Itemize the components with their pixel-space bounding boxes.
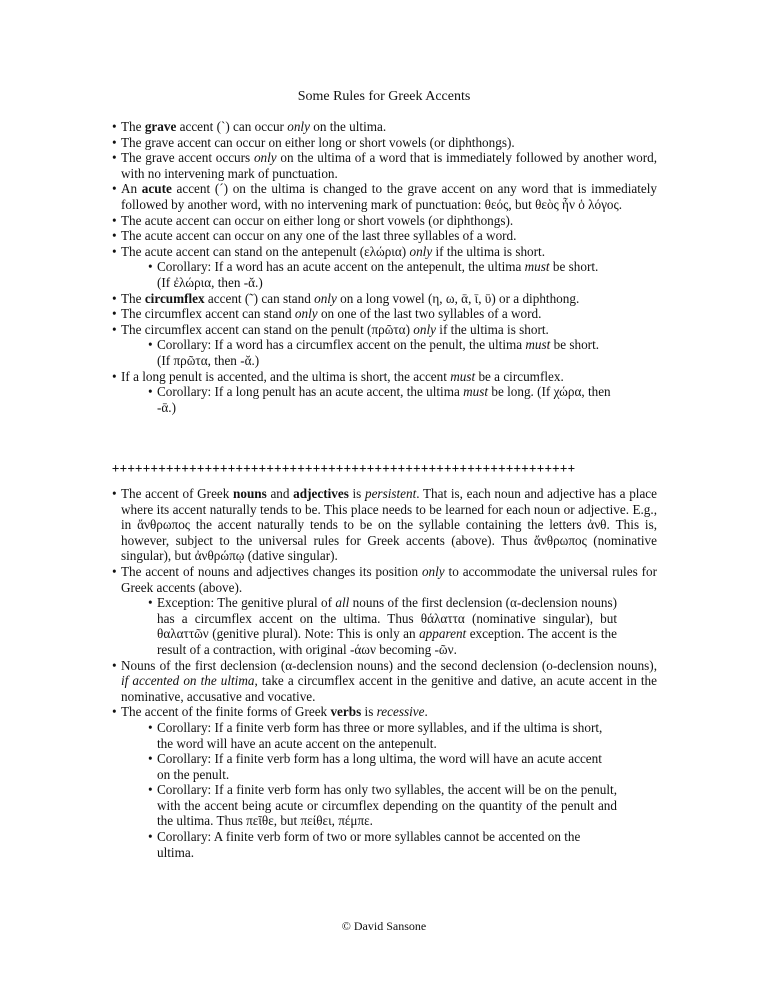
section-separator: ++++++++++++++++++++++++++++++++++++++++++++++++++++++++++++ xyxy=(112,461,576,475)
text-run: The xyxy=(121,119,145,134)
rule-text xyxy=(121,135,657,151)
rule-item xyxy=(112,564,657,595)
text-run: accent (´) on the ultima is changed to the grave accent on any word that is immediately followed by another word, with no intervening mark of punctuation: θεός, but θεὸς ἦν ὁ λόγος. xyxy=(121,181,657,212)
text-run: only xyxy=(421,563,445,579)
bullet-marker: • xyxy=(112,704,117,720)
rule-text xyxy=(121,564,657,595)
text-run: acute xyxy=(141,181,172,197)
text-run: If a long penult is accented, and the ultima is short, the accent xyxy=(121,368,451,384)
text-run: only xyxy=(413,321,436,337)
text-run: The grave accent can occur on either long or short vowels (or diphthongs). xyxy=(121,134,515,150)
rule-text xyxy=(121,369,657,385)
text-run: be a circumflex. xyxy=(475,368,564,384)
rules-section-general xyxy=(112,119,657,415)
bullet-marker: • xyxy=(148,337,153,353)
rule-item xyxy=(112,658,657,705)
text-run: verbs xyxy=(330,704,362,720)
rule-text xyxy=(121,244,657,260)
text-run: recessive xyxy=(376,704,425,720)
text-run: is xyxy=(361,704,377,720)
text-run: nouns xyxy=(233,486,267,501)
rule-text xyxy=(157,782,617,829)
text-run: only xyxy=(294,306,318,322)
text-run: Corollary: If a long penult has an acute accent, the ultima xyxy=(157,384,464,400)
text-run: only xyxy=(253,150,277,166)
text-run: The circumflex accent can stand on the penult (πρῶτα) xyxy=(121,321,414,337)
text-run: An xyxy=(121,181,142,197)
bullet-marker: • xyxy=(148,384,153,400)
text-run: persistent xyxy=(364,486,417,501)
bullet-marker: • xyxy=(112,212,117,228)
text-run: Corollary: If a finite verb form has three or more syllables, and if the ultima is short, the word will have an acute accent on the antepenult. xyxy=(157,719,603,751)
bullet-marker: • xyxy=(112,134,117,150)
rule-item xyxy=(112,486,657,564)
text-run: The acute accent can occur on either long or short vowels (or diphthongs). xyxy=(121,212,514,228)
sub-rule-item xyxy=(148,751,617,782)
bullet-marker: • xyxy=(148,751,153,767)
text-run: apparent xyxy=(419,626,467,642)
footer-copyright: © David Sansone xyxy=(341,919,427,933)
text-run: only xyxy=(409,243,433,259)
text-run: The accent of the finite forms of Greek xyxy=(121,704,331,720)
text-run: The xyxy=(121,290,145,306)
rules-section-nouns-verbs xyxy=(112,486,657,860)
bullet-marker: • xyxy=(148,259,153,275)
rule-text xyxy=(157,384,612,415)
rule-item xyxy=(112,228,657,244)
text-run: Corollary: If a finite verb form has only two syllables, the accent will be on the penult, with the accent being acute or circumflex depending on the quantity of the penult and the ultima. Thus πεῖθε, but πείθει, πέμπε. xyxy=(157,782,617,829)
bullet-marker: • xyxy=(148,829,153,845)
text-run: The acute accent can stand on the antepenult (ελώρια) xyxy=(121,243,410,259)
text-run: The accent of nouns and adjectives changes its position xyxy=(121,563,422,579)
bullet-marker: • xyxy=(148,782,153,798)
sub-rule-item xyxy=(148,829,617,860)
sub-rule-item xyxy=(148,782,617,829)
bullet-marker: • xyxy=(112,150,117,166)
rule-text xyxy=(121,119,657,135)
text-run: if the ultima is short. xyxy=(436,321,549,337)
text-run: on the ultima. xyxy=(309,119,387,134)
text-run: accent (˜) can stand xyxy=(204,290,315,306)
rule-item xyxy=(112,369,657,385)
bullet-marker: • xyxy=(112,368,117,384)
text-run: Corollary: If a word has a circumflex accent on the penult, the ultima xyxy=(157,337,526,353)
rule-text xyxy=(157,337,612,368)
text-run: only xyxy=(314,290,337,306)
text-run: all xyxy=(335,595,350,611)
sub-rule-item xyxy=(148,337,612,368)
rule-text xyxy=(121,704,657,720)
rule-item xyxy=(112,306,657,322)
rule-text xyxy=(121,150,657,181)
text-run: Corollary: If a word has an acute accent on the antepenult, the ultima xyxy=(157,259,525,275)
sub-rule-item xyxy=(148,595,617,657)
text-run: if the ultima is short. xyxy=(432,243,546,259)
text-run: must xyxy=(463,384,489,400)
text-run: grave xyxy=(144,119,177,134)
text-run: The grave accent occurs xyxy=(121,150,254,166)
sub-rule-item xyxy=(148,720,617,751)
rule-text xyxy=(157,829,617,860)
text-run: if accented on the ultima xyxy=(121,673,255,689)
rule-item xyxy=(112,119,657,135)
rule-text xyxy=(121,322,657,338)
text-run: be long. (If χώρα, then -ᾱ.) xyxy=(157,384,611,415)
page-title: Some Rules for Greek Accents xyxy=(297,89,471,104)
bullet-marker: • xyxy=(112,290,117,306)
rule-item xyxy=(112,704,657,720)
text-run: circumflex xyxy=(144,290,205,306)
rule-item xyxy=(112,291,657,307)
bullet-marker: • xyxy=(148,595,153,611)
text-run: be short. (If πρῶτα, then -ᾰ.) xyxy=(157,337,600,368)
text-run: nouns of the first declension (α-declension nouns) has a circumflex accent on the ultima. Thus θάλαττα (nominative singular), but θαλαττῶν (genitive plural). Note: This is only an xyxy=(157,595,617,642)
rule-text xyxy=(121,291,657,307)
bullet-marker: • xyxy=(112,657,117,673)
text-run: to accommodate the universal rules for Greek accents (above). xyxy=(121,563,657,595)
text-run: , take a circumflex accent in the genitive and dative, an acute accent in the nominative, accusative and vocative. xyxy=(121,673,657,704)
rule-text xyxy=(121,658,657,705)
text-run: Exception: The genitive plural of xyxy=(157,595,336,611)
text-run: The accent of Greek xyxy=(121,486,234,501)
text-run: on one of the last two syllables of a word. xyxy=(317,306,542,322)
rule-text xyxy=(121,213,657,229)
text-run: must xyxy=(524,259,550,275)
rule-item xyxy=(112,181,657,212)
bullet-marker: • xyxy=(112,306,117,322)
rule-text xyxy=(157,751,617,782)
bullet-marker: • xyxy=(112,228,117,244)
rule-text xyxy=(157,259,612,290)
rule-text xyxy=(121,306,657,322)
text-run: . xyxy=(424,704,428,720)
bullet-marker: • xyxy=(112,243,117,259)
bullet-marker: • xyxy=(112,486,117,501)
rule-item xyxy=(112,322,657,338)
text-run: is xyxy=(348,486,365,501)
text-run: and xyxy=(266,486,294,501)
bullet-marker: • xyxy=(148,719,153,735)
text-run: must xyxy=(450,368,476,384)
text-run: accent (`) can occur xyxy=(176,119,288,134)
rule-text xyxy=(157,720,617,751)
bullet-marker: • xyxy=(112,563,117,579)
text-run: adjectives xyxy=(293,486,349,501)
text-run: only xyxy=(287,119,310,134)
text-run: The acute accent can occur on any one of the last three syllables of a word. xyxy=(121,228,517,244)
rule-text xyxy=(121,228,657,244)
text-run: Nouns of the first declension (α-declension nouns) and the second declension (ο-declension nouns), xyxy=(121,657,657,673)
text-run: on a long vowel (η, ω, ᾱ, ῑ, ῡ) or a diphthong. xyxy=(336,290,580,306)
rule-item xyxy=(112,150,657,181)
bullet-marker: • xyxy=(112,181,117,197)
sub-rule-item xyxy=(148,259,612,290)
text-run: The circumflex accent can stand xyxy=(121,306,295,322)
text-run: Corollary: If a finite verb form has a long ultima, the word will have an acute accent on the penult. xyxy=(157,751,602,782)
rule-item xyxy=(112,213,657,229)
rule-text xyxy=(121,486,657,564)
rule-text xyxy=(157,595,617,657)
bullet-marker: • xyxy=(112,321,117,337)
text-run: . That is, each noun and adjective has a place where its accent naturally tends to be. This place needs to be learned for each noun or adjective. E.g., in ἄνθρωπος the accent naturally tends to be on the syllable containing the letters ἀνθ. This is, however, subject to the universal rules for Greek accents (above). Thus ἄνθρωπος (nominative singular), but ἀνθρώπῳ (dative singular). xyxy=(121,486,658,564)
text-run: exception. The accent is the result of a contraction, with original -άων becoming -ῶν. xyxy=(157,626,617,657)
text-run: Corollary: A finite verb form of two or more syllables cannot be accented on the ultima. xyxy=(157,829,581,860)
text-run: must xyxy=(525,337,551,353)
rule-text xyxy=(121,181,657,212)
rule-item xyxy=(112,135,657,151)
sub-rule-item xyxy=(148,384,612,415)
text-run: be short. (If ἐλώρια, then -ᾰ.) xyxy=(157,259,599,290)
bullet-marker: • xyxy=(112,119,117,134)
text-run: on the ultima of a word that is immediately followed by another word, with no intervening mark of punctuation. xyxy=(121,150,657,181)
rule-item xyxy=(112,244,657,260)
